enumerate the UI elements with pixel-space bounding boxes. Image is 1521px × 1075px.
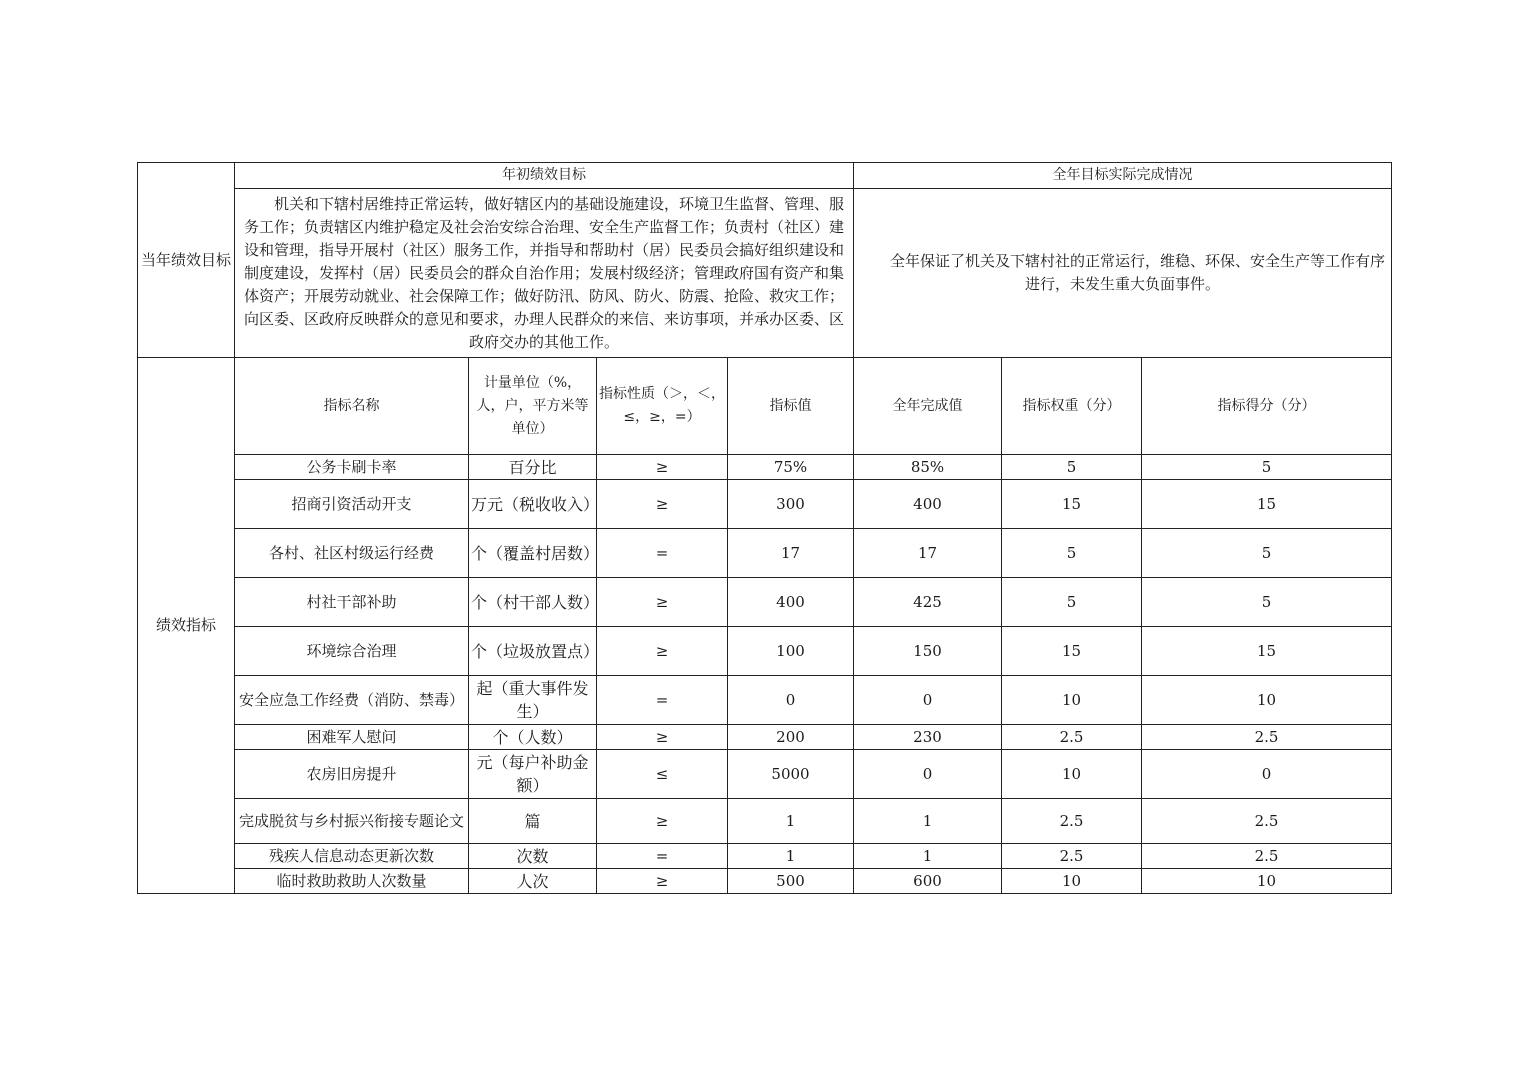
indicator-name: 农房旧房提升 [235,750,469,799]
indicator-completed: 85% [854,455,1002,480]
indicator-score: 0 [1142,750,1392,799]
indicator-completed: 17 [854,529,1002,578]
indicator-score: 5 [1142,455,1392,480]
indicator-value: 100 [728,627,854,676]
indicator-score: 2.5 [1142,725,1392,750]
indicator-value: 5000 [728,750,854,799]
indicator-score: 15 [1142,627,1392,676]
indicator-unit: 次数 [469,844,597,869]
indicator-weight: 2.5 [1002,799,1142,844]
indicator-name: 公务卡刷卡率 [235,455,469,480]
indicator-completed: 1 [854,844,1002,869]
indicator-weight: 5 [1002,529,1142,578]
indicator-value: 1 [728,799,854,844]
actual-goal-text: 全年保证了机关及下辖村社的正常运行，维稳、环保、安全生产等工作有序进行，未发生重大负面事件。 [854,189,1392,358]
indicator-weight: 10 [1002,676,1142,725]
indicator-completed: 425 [854,578,1002,627]
indicator-nature: = [597,676,728,725]
indicator-unit: 人次 [469,869,597,894]
indicator-unit: 百分比 [469,455,597,480]
indicator-completed: 150 [854,627,1002,676]
indicator-completed: 0 [854,750,1002,799]
table-row [138,725,1392,750]
indicator-completed: 230 [854,725,1002,750]
indicator-name: 完成脱贫与乡村振兴衔接专题论文 [235,799,469,844]
indicator-weight: 10 [1002,750,1142,799]
indicator-completed: 0 [854,676,1002,725]
indicator-nature: ≥ [597,455,728,480]
indicator-completed: 600 [854,869,1002,894]
initial-goal-text: 机关和下辖村居维持正常运转，做好辖区内的基础设施建设，环境卫生监督、管理、服务工作；负责辖区内维护稳定及社会治安综合治理、安全生产监督工作；负责村（社区）建设和管理，指导开展村（社区）服务工作，并指导和帮助村（居）民委员会搞好组织建设和制度建设，发挥村（居）民委员会的群众自治作用；发展村级经济；管理政府国有资产和集体资产；开展劳动就业、社会保障工作；做好防汛、防风、防火、防震、抢险、救灾工作；向区委、区政府反映群众的意见和要求，办理人民群众的来信、来访事项，并承办区委、区政府交办的其他工作。 [235,189,854,358]
indicator-nature: ≥ [597,799,728,844]
indicator-name: 各村、社区村级运行经费 [235,529,469,578]
initial-goal-header: 年初绩效目标 [235,163,854,189]
col-header-value: 指标值 [728,358,854,455]
indicator-name: 安全应急工作经费（消防、禁毒） [235,676,469,725]
table-row [138,480,1392,529]
indicator-value: 200 [728,725,854,750]
indicator-unit: 元（每户补助金额） [469,750,597,799]
col-header-nature: 指标性质（＞，＜，≤，≥，=） [597,358,728,455]
indicator-nature: ≥ [597,578,728,627]
table-row [138,676,1392,725]
table-row [138,627,1392,676]
indicator-value: 400 [728,578,854,627]
indicators-section-label: 绩效指标 [138,358,235,894]
col-header-weight: 指标权重（分） [1002,358,1142,455]
indicator-weight: 15 [1002,480,1142,529]
col-header-unit: 计量单位（%，人，户，平方米等单位） [469,358,597,455]
indicator-unit: 个（人数） [469,725,597,750]
indicator-weight: 5 [1002,578,1142,627]
indicator-unit: 万元（税收收入） [469,480,597,529]
col-header-name: 指标名称 [235,358,469,455]
indicator-nature: ≥ [597,725,728,750]
indicator-value: 17 [728,529,854,578]
indicator-nature: ≥ [597,869,728,894]
indicator-unit: 个（覆盖村居数） [469,529,597,578]
indicator-value: 300 [728,480,854,529]
indicator-nature: ≤ [597,750,728,799]
indicator-nature: = [597,844,728,869]
performance-table [137,162,1392,894]
indicator-completed: 1 [854,799,1002,844]
indicator-weight: 5 [1002,455,1142,480]
col-header-score: 指标得分（分） [1142,358,1392,455]
table-row [138,455,1392,480]
indicator-score: 10 [1142,869,1392,894]
indicator-unit: 篇 [469,799,597,844]
table-row [138,869,1392,894]
table-row [138,750,1392,799]
indicator-value: 75% [728,455,854,480]
table-row [138,578,1392,627]
col-header-completed: 全年完成值 [854,358,1002,455]
indicator-score: 5 [1142,529,1392,578]
indicator-value: 1 [728,844,854,869]
table-row [138,799,1392,844]
indicator-value: 0 [728,676,854,725]
indicator-score: 10 [1142,676,1392,725]
indicator-name: 临时救助救助人次数量 [235,869,469,894]
indicator-weight: 2.5 [1002,725,1142,750]
indicator-completed: 400 [854,480,1002,529]
indicator-nature: = [597,529,728,578]
indicator-score: 5 [1142,578,1392,627]
indicator-name: 困难军人慰问 [235,725,469,750]
indicator-name: 招商引资活动开支 [235,480,469,529]
indicator-weight: 10 [1002,869,1142,894]
indicator-score: 15 [1142,480,1392,529]
indicator-weight: 15 [1002,627,1142,676]
indicator-unit: 起（重大事件发生） [469,676,597,725]
goal-section-label: 当年绩效目标 [138,163,235,358]
indicator-name: 村社干部补助 [235,578,469,627]
actual-goal-header: 全年目标实际完成情况 [854,163,1392,189]
indicator-name: 环境综合治理 [235,627,469,676]
indicator-nature: ≥ [597,480,728,529]
indicator-value: 500 [728,869,854,894]
indicator-name: 残疾人信息动态更新次数 [235,844,469,869]
table-row [138,529,1392,578]
indicator-score: 2.5 [1142,844,1392,869]
indicator-weight: 2.5 [1002,844,1142,869]
indicator-unit: 个（村干部人数） [469,578,597,627]
indicator-nature: ≥ [597,627,728,676]
table-row [138,844,1392,869]
indicator-unit: 个（垃圾放置点） [469,627,597,676]
indicator-score: 2.5 [1142,799,1392,844]
